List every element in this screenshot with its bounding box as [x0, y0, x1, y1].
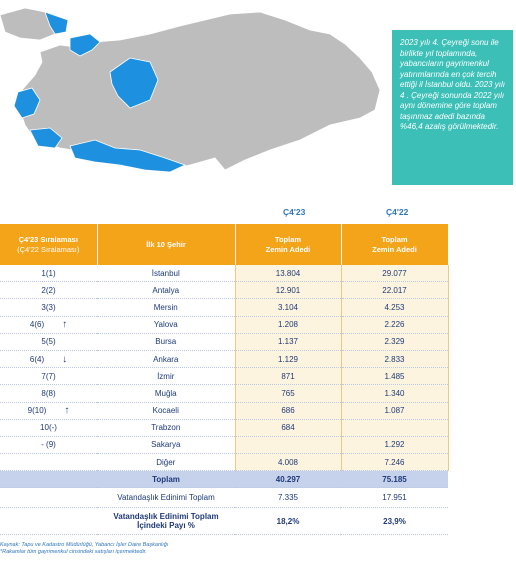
turkey-map	[0, 0, 390, 190]
header-city: İlk 10 Şehir	[97, 224, 235, 265]
previous-value-cell: 4.253	[341, 299, 448, 316]
table-row	[0, 419, 448, 436]
info-box	[392, 30, 513, 185]
previous-value-cell: 2.226	[341, 316, 448, 333]
total-current: 40.297	[235, 471, 341, 488]
city-cell: Yalova	[97, 316, 235, 333]
rank-text: 2(2)	[41, 285, 56, 295]
rank-cell	[0, 402, 97, 419]
previous-value-cell	[341, 419, 448, 436]
rank-text: - (9)	[41, 440, 56, 450]
citizenship-total-label: Vatandaşlık Edinimi Toplam	[97, 488, 235, 508]
table-row	[0, 265, 448, 282]
rank-text: 3(3)	[41, 302, 56, 312]
period-current: Ç4'23	[283, 207, 306, 217]
current-value-cell: 12.901	[235, 282, 341, 299]
table-row	[0, 282, 448, 299]
citizenship-share-row	[0, 508, 448, 535]
previous-value-cell: 2.833	[341, 350, 448, 367]
rank-cell	[0, 385, 97, 402]
info-text: 2023 yılı 4. Çeyreği sonu ile birlikte yıl toplamında, yabancıların gayrimenkul yatırımlarında en çok tercih ettiği il İstanbul oldu. 2023 yılı 4 . Çeyreği sonunda 2022 yılı aynı dönemine göre toplam taşınmaz adedi bazında %46,4 azalış görülmektedir.	[400, 38, 505, 131]
previous-value-cell: 1.485	[341, 368, 448, 385]
table-row	[0, 454, 448, 471]
rank-cell	[0, 282, 97, 299]
city-cell: Bursa	[97, 333, 235, 350]
rank-text: 5(5)	[41, 337, 56, 347]
rank-cell	[0, 265, 97, 282]
source-note	[0, 542, 168, 556]
rank-text: 6(4)	[29, 354, 45, 364]
previous-value-cell: 7.246	[341, 454, 448, 471]
table-row	[0, 402, 448, 419]
rank-text: 1(1)	[41, 268, 56, 278]
previous-value-cell: 1.340	[341, 385, 448, 402]
citizenship-total-current: 7.335	[235, 488, 341, 508]
current-value-cell: 871	[235, 368, 341, 385]
rank-text: 9(10)	[27, 406, 47, 416]
current-value-cell: 4.008	[235, 454, 341, 471]
rank-cell	[0, 454, 97, 471]
rank-cell	[0, 350, 97, 367]
current-value-cell: 1.137	[235, 333, 341, 350]
source-line-2: *Rakamlar tüm gayrimenkul cinsindeki satışları içermektedir.	[0, 549, 147, 555]
table-row	[0, 333, 448, 350]
arrow-down-icon: ↓	[62, 353, 68, 365]
arrow-up-icon: ↑	[64, 405, 70, 417]
current-value-cell: 765	[235, 385, 341, 402]
current-value-cell: 686	[235, 402, 341, 419]
rank-cell	[0, 299, 97, 316]
arrow-up-icon: ↑	[62, 319, 68, 331]
city-cell: Sakarya	[97, 436, 235, 453]
city-cell: Kocaeli	[97, 402, 235, 419]
header-current: Toplam Zemin Adedi	[235, 224, 341, 265]
rank-cell	[0, 419, 97, 436]
rank-text: 8(8)	[41, 388, 56, 398]
citizenship-total-previous: 17.951	[341, 488, 448, 508]
previous-value-cell: 1.087	[341, 402, 448, 419]
header-rank: Ç4'23 Sıralaması (Ç4'22 Sıralaması)	[0, 224, 97, 265]
table-row	[0, 350, 448, 367]
current-value-cell	[235, 436, 341, 453]
previous-value-cell: 1.292	[341, 436, 448, 453]
city-cell: Mersin	[97, 299, 235, 316]
city-cell: Ankara	[97, 350, 235, 367]
citizenship-share-label: Vatandaşlık Edinimi Toplam İçindeki Payı %	[97, 508, 235, 535]
header-previous: Toplam Zemin Adedi	[341, 224, 448, 265]
rank-cell	[0, 333, 97, 350]
source-line-1: Kaynak: Tapu ve Kadastro Müdürlüğü, Yabancı İşler Daire Başkanlığı	[0, 542, 169, 548]
previous-value-cell: 2.329	[341, 333, 448, 350]
city-cell: İstanbul	[97, 265, 235, 282]
current-value-cell: 1.208	[235, 316, 341, 333]
current-value-cell: 684	[235, 419, 341, 436]
table-row	[0, 299, 448, 316]
citizenship-share-previous: 23,9%	[341, 508, 448, 535]
total-row	[0, 471, 448, 488]
city-cell: Muğla	[97, 385, 235, 402]
rank-text: 4(6)	[29, 320, 45, 330]
current-value-cell: 3.104	[235, 299, 341, 316]
rank-cell	[0, 316, 97, 333]
table-row	[0, 316, 448, 333]
citizenship-total-row	[0, 488, 448, 508]
top-cities-table	[0, 224, 449, 535]
table-row	[0, 368, 448, 385]
total-label: Toplam	[97, 471, 235, 488]
rank-cell	[0, 436, 97, 453]
table-row	[0, 436, 448, 453]
table-header-row	[0, 224, 448, 265]
period-previous: Ç4'22	[386, 207, 409, 217]
city-cell: Trabzon	[97, 419, 235, 436]
total-previous: 75.185	[341, 471, 448, 488]
current-value-cell: 13.804	[235, 265, 341, 282]
table-row	[0, 385, 448, 402]
current-value-cell: 1.129	[235, 350, 341, 367]
rank-text: 7(7)	[41, 371, 56, 381]
city-cell: Antalya	[97, 282, 235, 299]
city-cell: Diğer	[97, 454, 235, 471]
city-cell: İzmir	[97, 368, 235, 385]
previous-value-cell: 29.077	[341, 265, 448, 282]
table-body	[0, 265, 448, 471]
rank-text: 10(-)	[40, 423, 57, 433]
previous-value-cell: 22.017	[341, 282, 448, 299]
rank-cell	[0, 368, 97, 385]
citizenship-share-current: 18,2%	[235, 508, 341, 535]
